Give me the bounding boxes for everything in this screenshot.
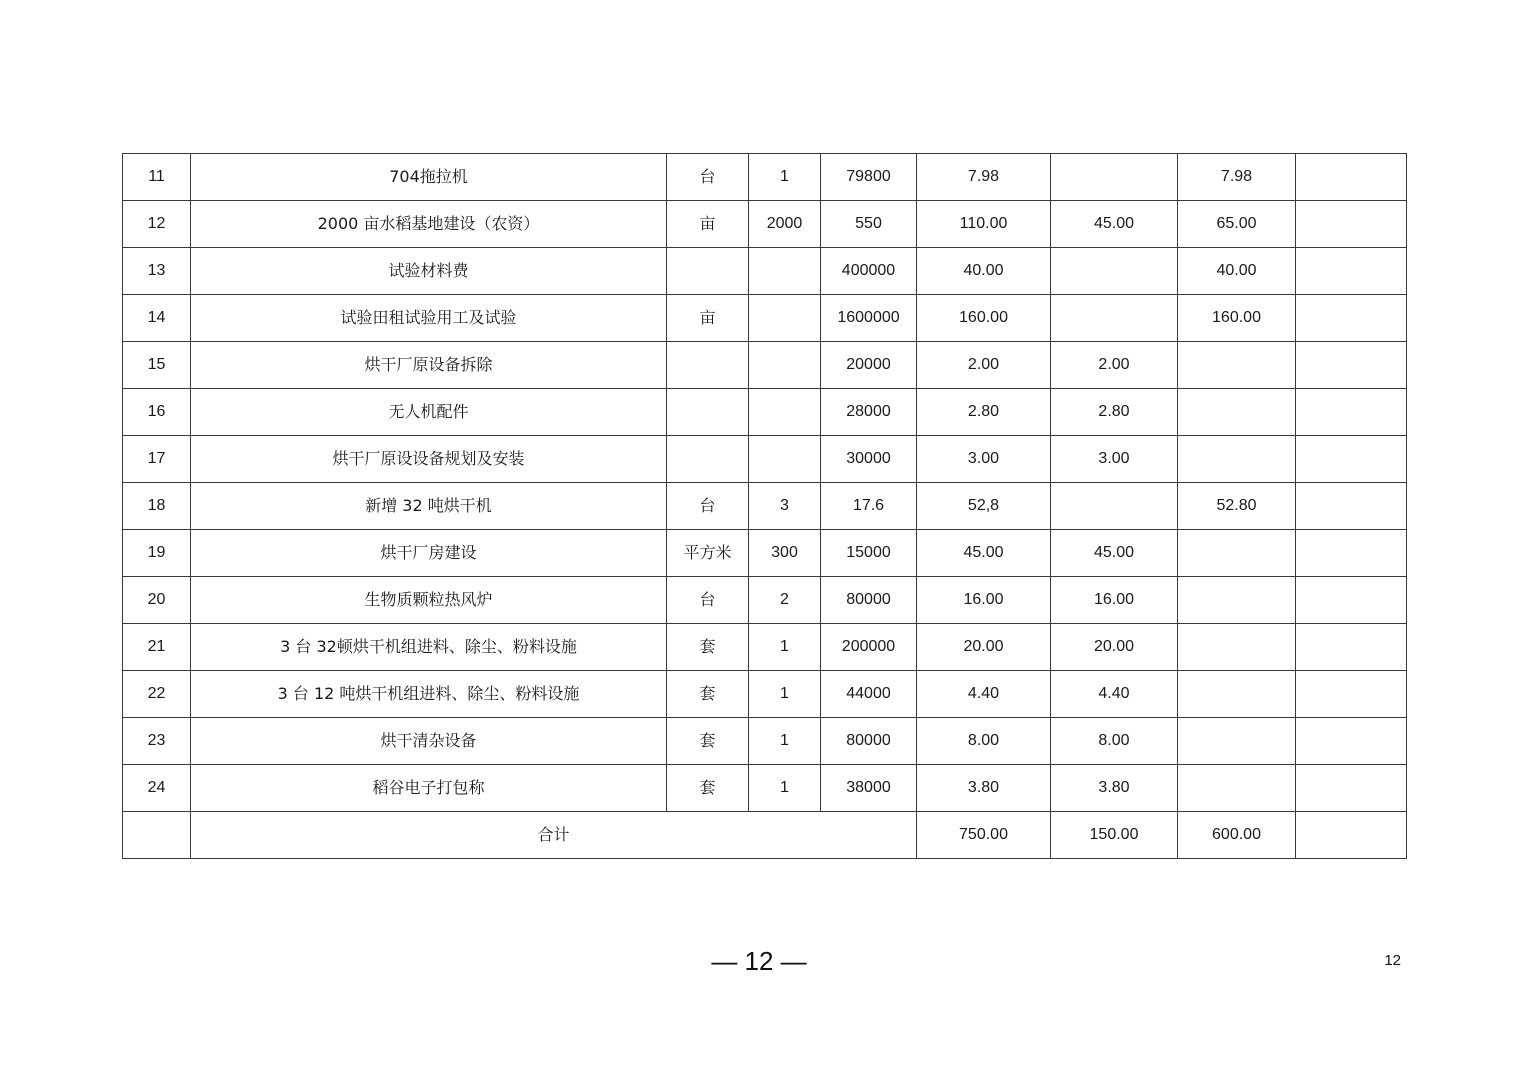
cell-index: 11 xyxy=(123,154,191,201)
cell-index: 18 xyxy=(123,483,191,530)
cell-note xyxy=(1296,483,1407,530)
cell-unit-price: 44000 xyxy=(821,671,917,718)
cell-item-name: 试验田租试验用工及试验 xyxy=(191,295,667,342)
table-row xyxy=(123,295,1407,342)
cell-item-name: 2000 亩水稻基地建设（农资） xyxy=(191,201,667,248)
cell-unit: 亩 xyxy=(667,201,749,248)
cell-unit-price: 30000 xyxy=(821,436,917,483)
cell-unit: 亩 xyxy=(667,295,749,342)
cell-quantity: 2 xyxy=(749,577,821,624)
cell-unit: 台 xyxy=(667,577,749,624)
cell-index xyxy=(123,812,191,859)
cell-note xyxy=(1296,624,1407,671)
cell-unit-price: 80000 xyxy=(821,577,917,624)
cell-quantity: 1 xyxy=(749,765,821,812)
cell-unit: 平方米 xyxy=(667,530,749,577)
cell-quantity xyxy=(749,436,821,483)
summary-amount-a: 150.00 xyxy=(1051,812,1178,859)
cell-unit: 套 xyxy=(667,671,749,718)
cell-amount-b xyxy=(1178,765,1296,812)
cell-index: 13 xyxy=(123,248,191,295)
cell-total-amount: 7.98 xyxy=(917,154,1051,201)
cell-amount-b xyxy=(1178,342,1296,389)
cell-quantity: 2000 xyxy=(749,201,821,248)
table-row xyxy=(123,201,1407,248)
cell-unit-price: 20000 xyxy=(821,342,917,389)
cell-amount-a: 2.00 xyxy=(1051,342,1178,389)
cell-amount-b: 40.00 xyxy=(1178,248,1296,295)
cell-unit-price: 79800 xyxy=(821,154,917,201)
cell-amount-a: 3.00 xyxy=(1051,436,1178,483)
table-row xyxy=(123,624,1407,671)
cell-item-name: 试验材料费 xyxy=(191,248,667,295)
cell-total-amount: 52,8 xyxy=(917,483,1051,530)
cell-quantity xyxy=(749,248,821,295)
cell-quantity xyxy=(749,342,821,389)
cell-total-amount: 2.00 xyxy=(917,342,1051,389)
cell-quantity: 3 xyxy=(749,483,821,530)
cell-index: 16 xyxy=(123,389,191,436)
page-corner-number: 12 xyxy=(1384,952,1401,969)
cell-item-name: 3 台 32顿烘干机组进料、除尘、粉料设施 xyxy=(191,624,667,671)
cell-note xyxy=(1296,342,1407,389)
cell-quantity: 1 xyxy=(749,718,821,765)
cell-amount-a: 3.80 xyxy=(1051,765,1178,812)
cell-item-name: 生物质颗粒热风炉 xyxy=(191,577,667,624)
cell-unit xyxy=(667,342,749,389)
cell-total-amount: 40.00 xyxy=(917,248,1051,295)
cell-item-name: 无人机配件 xyxy=(191,389,667,436)
table-row xyxy=(123,765,1407,812)
cell-amount-b xyxy=(1178,436,1296,483)
cell-index: 24 xyxy=(123,765,191,812)
table-row xyxy=(123,436,1407,483)
cell-index: 21 xyxy=(123,624,191,671)
cell-note xyxy=(1296,812,1407,859)
cell-amount-a: 2.80 xyxy=(1051,389,1178,436)
cell-unit-price: 15000 xyxy=(821,530,917,577)
cell-item-name: 烘干清杂设备 xyxy=(191,718,667,765)
cell-note xyxy=(1296,201,1407,248)
cell-item-name: 稻谷电子打包称 xyxy=(191,765,667,812)
cell-amount-a: 8.00 xyxy=(1051,718,1178,765)
cell-total-amount: 4.40 xyxy=(917,671,1051,718)
cell-total-amount: 2.80 xyxy=(917,389,1051,436)
cell-unit: 台 xyxy=(667,154,749,201)
cell-note xyxy=(1296,718,1407,765)
cell-index: 14 xyxy=(123,295,191,342)
cell-total-amount: 16.00 xyxy=(917,577,1051,624)
cell-quantity: 1 xyxy=(749,624,821,671)
table-row xyxy=(123,530,1407,577)
cell-unit: 套 xyxy=(667,624,749,671)
summary-row xyxy=(123,812,1407,859)
cell-unit-price: 17.6 xyxy=(821,483,917,530)
cell-amount-b: 52.80 xyxy=(1178,483,1296,530)
cell-index: 12 xyxy=(123,201,191,248)
cell-unit: 台 xyxy=(667,483,749,530)
cell-index: 23 xyxy=(123,718,191,765)
cell-amount-a xyxy=(1051,154,1178,201)
cell-quantity: 300 xyxy=(749,530,821,577)
cell-amount-a: 45.00 xyxy=(1051,530,1178,577)
summary-total-amount: 750.00 xyxy=(917,812,1051,859)
cell-index: 20 xyxy=(123,577,191,624)
cell-note xyxy=(1296,154,1407,201)
cell-item-name: 烘干厂原设设备规划及安装 xyxy=(191,436,667,483)
cell-index: 15 xyxy=(123,342,191,389)
cell-unit-price: 28000 xyxy=(821,389,917,436)
cell-amount-b xyxy=(1178,577,1296,624)
cell-total-amount: 3.80 xyxy=(917,765,1051,812)
cell-total-amount: 45.00 xyxy=(917,530,1051,577)
cell-item-name: 3 台 12 吨烘干机组进料、除尘、粉料设施 xyxy=(191,671,667,718)
cell-total-amount: 160.00 xyxy=(917,295,1051,342)
cell-note xyxy=(1296,248,1407,295)
cell-quantity: 1 xyxy=(749,671,821,718)
cell-note xyxy=(1296,765,1407,812)
cell-item-name: 新增 32 吨烘干机 xyxy=(191,483,667,530)
cell-amount-a: 16.00 xyxy=(1051,577,1178,624)
cell-amount-b xyxy=(1178,671,1296,718)
cell-index: 22 xyxy=(123,671,191,718)
cell-item-name: 烘干厂房建设 xyxy=(191,530,667,577)
cell-amount-b xyxy=(1178,530,1296,577)
cell-unit xyxy=(667,248,749,295)
cell-note xyxy=(1296,436,1407,483)
cell-unit xyxy=(667,436,749,483)
table-row xyxy=(123,577,1407,624)
cell-unit xyxy=(667,389,749,436)
cell-index: 17 xyxy=(123,436,191,483)
cell-note xyxy=(1296,295,1407,342)
cell-note xyxy=(1296,671,1407,718)
cell-note xyxy=(1296,389,1407,436)
cell-unit-price: 1600000 xyxy=(821,295,917,342)
cell-total-amount: 20.00 xyxy=(917,624,1051,671)
table-row xyxy=(123,342,1407,389)
cell-note xyxy=(1296,577,1407,624)
cell-unit-price: 200000 xyxy=(821,624,917,671)
cell-amount-b xyxy=(1178,389,1296,436)
cell-total-amount: 8.00 xyxy=(917,718,1051,765)
cell-amount-a: 45.00 xyxy=(1051,201,1178,248)
cell-amount-a: 4.40 xyxy=(1051,671,1178,718)
cell-unit-price: 38000 xyxy=(821,765,917,812)
summary-label: 合计 xyxy=(191,812,917,859)
cell-amount-b xyxy=(1178,718,1296,765)
cell-unit-price: 80000 xyxy=(821,718,917,765)
cell-quantity: 1 xyxy=(749,154,821,201)
cell-quantity xyxy=(749,295,821,342)
cell-amount-a: 20.00 xyxy=(1051,624,1178,671)
cell-amount-a xyxy=(1051,295,1178,342)
cell-amount-a xyxy=(1051,248,1178,295)
table-row xyxy=(123,248,1407,295)
cell-amount-b: 7.98 xyxy=(1178,154,1296,201)
budget-table xyxy=(122,153,1407,859)
cell-total-amount: 3.00 xyxy=(917,436,1051,483)
cell-item-name: 烘干厂原设备拆除 xyxy=(191,342,667,389)
table-row xyxy=(123,671,1407,718)
cell-quantity xyxy=(749,389,821,436)
page-number-footer: — 12 — xyxy=(711,946,807,976)
cell-total-amount: 110.00 xyxy=(917,201,1051,248)
cell-unit-price: 400000 xyxy=(821,248,917,295)
cell-index: 19 xyxy=(123,530,191,577)
cell-item-name: 704拖拉机 xyxy=(191,154,667,201)
table-row xyxy=(123,389,1407,436)
cell-unit: 套 xyxy=(667,718,749,765)
table-row xyxy=(123,718,1407,765)
cell-unit-price: 550 xyxy=(821,201,917,248)
cell-amount-b: 65.00 xyxy=(1178,201,1296,248)
summary-amount-b: 600.00 xyxy=(1178,812,1296,859)
cell-amount-b: 160.00 xyxy=(1178,295,1296,342)
cell-unit: 套 xyxy=(667,765,749,812)
table-body xyxy=(123,154,1407,859)
table-row xyxy=(123,483,1407,530)
cell-note xyxy=(1296,530,1407,577)
cell-amount-a xyxy=(1051,483,1178,530)
table-row xyxy=(123,154,1407,201)
cell-amount-b xyxy=(1178,624,1296,671)
